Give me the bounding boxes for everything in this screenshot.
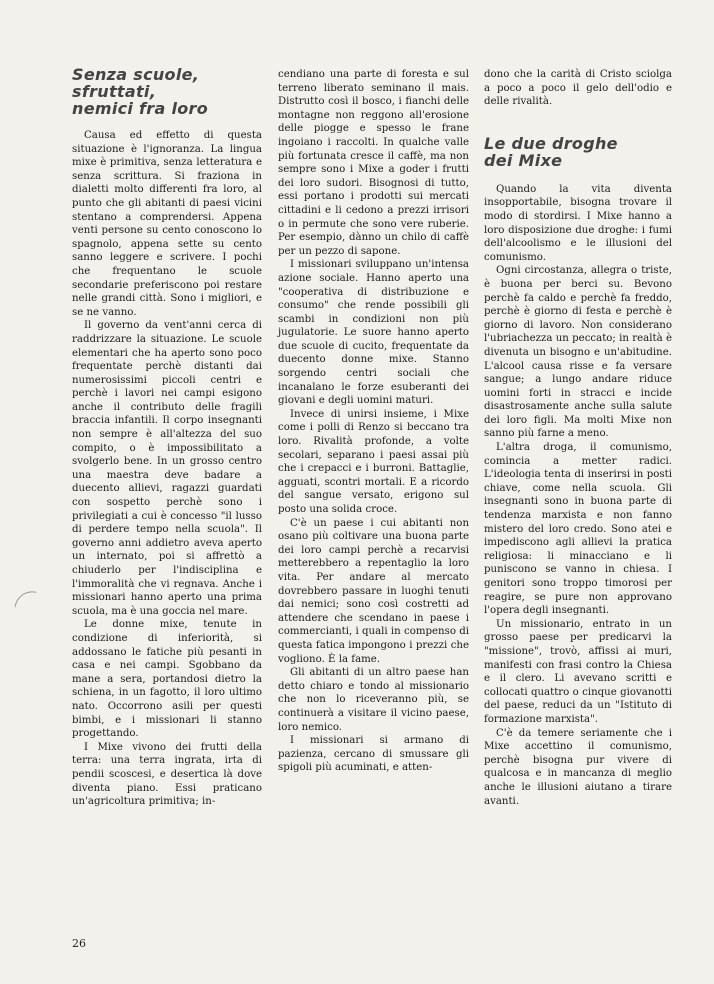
paragraph: L'altra droga, il comunismo, comincia a metter radici. L'ideologia tenta di inserirsi in posti chiave, come nella scuola. Gli insegnanti sono in buona parte di tendenza marxista e non fanno mistero del loro credo. Sono atei e impediscono agli allievi la pratica religiosa: li minacciano e li puniscono se vanno in chiesa. I genitori sono troppo timorosi per reagire, se pure non approvano l'opera degli insegnanti. <box>484 442 672 617</box>
paragraph: C'è da temere seriamente che i Mixe accettino il comunismo, perchè bisogna pur vivere di qualcosa e in mancanza di meglio anche le illusioni aiutano a tirare avanti. <box>484 727 672 807</box>
paragraph: Causa ed effetto di questa situazione è l'ignoranza. La lingua mixe è primitiva, senza letteratura e senza scrittura. Si frazionа in dialetti molto differenti fra loro, al punto che gli abitanti di paesi vicini stentano a comprendersi. Appena venti persone su cento conoscono lo spagnolo, appena sette su cento sanno leggere e scrivere. I pochi che frequentano le scuole secondarie preferiscono poi restare nelle grandi città. Sono i migliori, e se ne vanno. <box>72 130 262 318</box>
page-number: 26 <box>72 937 86 950</box>
column-1 <box>72 66 262 809</box>
paragraph: I missionari si armano di pazienza, cercano di smussare gli spigoli più acuminati, e atten- <box>278 735 469 774</box>
paragraph: Il governo da vent'anni cerca di raddrizzare la situazione. Le scuole elementari che ha aperto sono poco frequentate perchè distanti dai numerosissimi piccoli centri e perchè i lavori nei campi esigono anche il contributo delle fragili braccia infantili. Il corpo insegnanti non sempre è all'altezza del suo compito, o è impossibilitato a svolgerlo bene. In un grosso centro una maestra deve badare a duecento allievi, ragazzi guardati con sospetto perchè sono i privilegiati a cui è concesso "il lusso di perdere tempo nella scuola". Il governo anni addietro aveva aperto un internato, poi si affrettò a chiuderlo per l'indisciplina e l'immoralità che vi regnava. Anche i missionari hanno aperto una prima scuola, ma è una goccia nel mare. <box>72 320 262 617</box>
column-2 <box>278 68 469 775</box>
section-heading-1: Senza scuole, sfruttati, nemici fra loro <box>72 65 209 118</box>
paragraph: Invece di unirsi insieme, i Mixe come i polli di Renzo si beccano tra loro. Rivalità profonde, a volte secolari, separano i paesi assai più che i crepacci e i burroni. Battaglie, agguati, scontri mortali. E a ricordo del sangue versato, erigono sul posto una solida croce. <box>278 408 469 515</box>
paragraph: I Mixe vivono dei frutti della terra: una terra ingrata, irta di pendii scoscesi, e desertica là dove diventa piano. Essi praticano un'agricoltura primitiva; in- <box>72 741 262 808</box>
margin-pencil-mark <box>14 588 36 610</box>
paragraph: dono che la carità di Cristo sciolga a poco a poco il gelo dell'odio e delle rivalità. <box>484 69 672 108</box>
paragraph: Quando la vita diventa insopportabile, bisogna trovare il modo di stordirsi. I Mixe hanno a loro disposizione due droghe: i fumi dell'alcoolismo e le illusioni del comunismo. <box>484 183 672 263</box>
paragraph: C'è un paese i cui abitanti non osano più coltivare una buona parte dei loro campi perchè a recarvisi metterebbero a repentaglio la loro vita. Per andare al mercato dovrebbero passare in luoghi tenuti dai nemici; sono così costretti ad attendere che scendano in paese i commercianti, i quali in compenso di questa fatica impongono i prezzi che vogliono. È la fame. <box>278 517 469 665</box>
paragraph: Ogni circostanza, allegra o triste, è buona per berci su. Bevono perchè fa caldo e perchè fa freddo, perchè è giorno di festa e perchè è giorno di lavoro. Non considerano l'ubriachezza un peccato; in realtà è divenuta un bisogno e un'abitudine. L'alcool causa risse e fa versare sangue; a lungo andare riduce uomini forti in stracci e incide disastrosamente anche sulla salute dei loro figli. Ma molti Mixe non sanno più farne a meno. <box>484 265 672 440</box>
section-heading-2: Le due droghe dei Mixe <box>484 133 618 170</box>
column-3 <box>484 68 672 808</box>
paragraph: Le donne mixe, tenute in condizione di inferiorità, si addossano le fatiche più pesanti in casa e nei campi. Sgobbano da mane a sera, portandosi dietro la schiena, in un fagotto, il loro ultimo nato. Occorrono asili per questi bimbi, e i missionari li stanno progettando. <box>72 619 262 740</box>
paragraph: I missionari sviluppano un'intensa azione sociale. Hanno aperto una "cooperativa di distribuzione e consumo" che rende possibili gli scambi in condizioni non più jugulatorie. Le suore hanno aperto due scuole di cucito, frequentate da duecento donne mixe. Stanno sorgendo centri sociali che incanalano le forze esuberanti dei giovani e degli uomini maturi. <box>278 259 469 407</box>
paragraph: Un missionario, entrato in un grosso paese per predicarvi la "missione", trovò, affissi ai muri, manifesti con frasi contro la Chiesa e il clero. Li avevano scritti e collocati quattro o cinque giovanotti del paese, reduci da un "Istituto di formazione marxista". <box>484 618 672 725</box>
paragraph: Gli abitanti di un altro paese han detto chiaro e tondo al missionario che non lo riceveranno più, se continuerà a visitare il vicino paese, loro nemico. <box>278 667 469 733</box>
paragraph: cendiano una parte di foresta e sul terreno liberato seminano il mais. Distrutto così il bosco, i fianchi delle montagne non reggono all'erosione delle piogge e spesso le frane ingoiano i raccolti. In qualche valle più fortunata cresce il caffè, ma non sempre sono i Mixe a goder i frutti dei loro sudori. Bisognosi di tutto, essi portano i prodotti sui mercati cittadini e li cedono a prezzi irrisori o in permute che sono vere ruberie. Per esempio, dànno un chilo di caffè per un pezzo di sapone. <box>278 69 469 257</box>
